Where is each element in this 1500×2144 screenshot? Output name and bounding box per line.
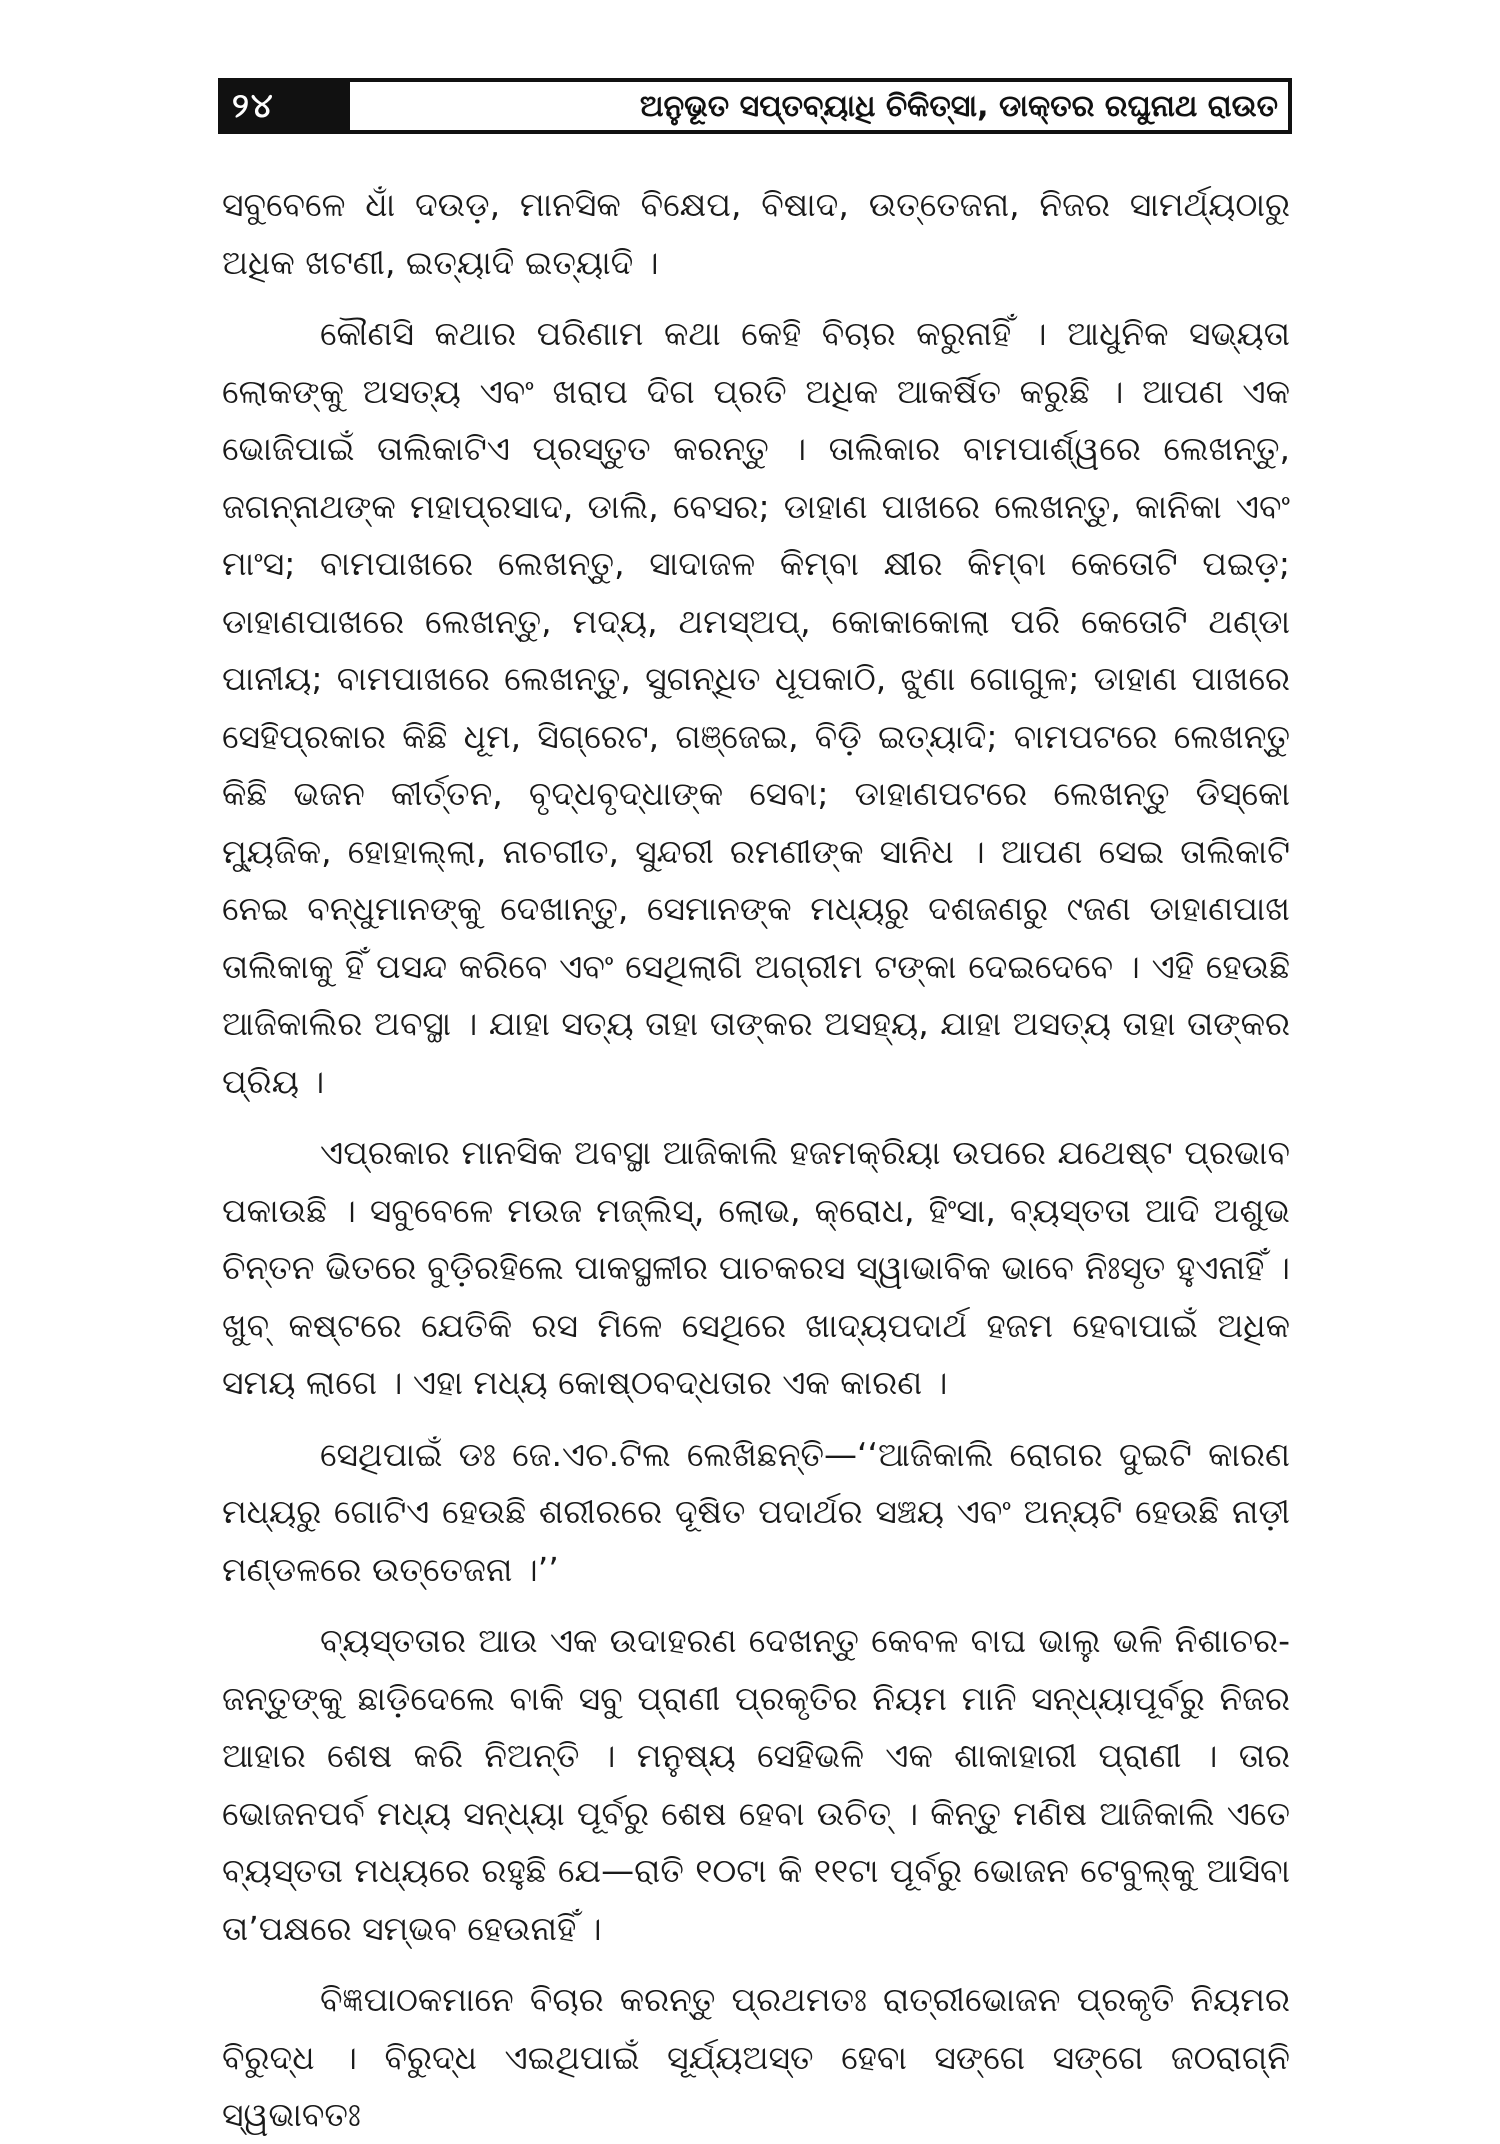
header-title-area xyxy=(350,82,1288,130)
paragraph-6: ବିଜ୍ଞପାଠକମାନେ ବିଚାର କରନ୍ତୁ ପ୍ରଥମତଃ ରାତ୍ରୀଭୋଜନ ପ୍ରକୃତି ନିୟମର ବିରୁଦ୍ଧ । ବିରୁଦ୍ଧ ଏଇଥିପାଇଁ ସୂର୍ଯ୍ୟଅସ୍ତ ହେବା ସଙ୍ଗେ ସଙ୍ଗେ ଜଠରାଗ୍ନି ସ୍ୱଭାବତଃ xyxy=(222,1980,1290,2134)
body-text xyxy=(222,176,1290,2134)
running-title: ଅନୁଭୂତ ସପ୍ତବ୍ୟାଧି ଚିକିତ୍ସା, ଡାକ୍ତର ରଘୁନାଥ ରାଉତ xyxy=(639,88,1278,124)
paragraph-3: ଏପ୍ରକାର ମାନସିକ ଅବସ୍ଥା ଆଜିକାଲି ହଜମକ୍ରିୟା ଉପରେ ଯଥେଷ୍ଟ ପ୍ରଭାବ ପକାଉଛି । ସବୁବେଳେ ମଉଜ ମଜ୍ଲିସ୍, ଲୋଭ, କ୍ରୋଧ, ହିଂସା, ବ୍ୟସ୍ତତା ଆଦି ଅଶୁଭ ଚିନ୍ତନ ଭିତରେ ବୁଡ଼ିରହିଲେ ପାକସ୍ଥଳୀର ପାଚକରସ ସ୍ୱାଭାବିକ ଭାବେ ନିଃସୃତ ହୁଏନାହିଁ । ଖୁବ୍ କଷ୍ଟରେ ଯେତିକି ରସ ମିଳେ ସେଥିରେ ଖାଦ୍ୟପଦାର୍ଥ ହଜମ ହେବାପାଇଁ ଅଧିକ ସମୟ ଲାଗେ । ଏହା ମଧ୍ୟ କୋଷ୍ଠବଦ୍ଧତାର ଏକ କାରଣ । xyxy=(222,1133,1290,1402)
page-number: ୨୪ xyxy=(222,82,350,130)
paragraph-2: କୌଣସି କଥାର ପରିଣାମ କଥା କେହି ବିଚାର କରୁନାହିଁ । ଆଧୁନିକ ସଭ୍ୟତା ଲୋକଙ୍କୁ ଅସତ୍ୟ ଏବଂ ଖରାପ ଦିଗ ପ୍ରତି ଅଧିକ ଆକର୍ଷିତ କରୁଛି । ଆପଣ ଏକ ଭୋଜିପାଇଁ ତାଲିକାଟିଏ ପ୍ରସ୍ତୁତ କରନ୍ତୁ । ତାଲିକାର ବାମପାର୍ଶ୍ୱରେ ଲେଖନ୍ତୁ, ଜଗନ୍ନାଥଙ୍କ ମହାପ୍ରସାଦ, ଡାଲି, ବେସର; ଡାହାଣ ପାଖରେ ଲେଖନ୍ତୁ, କାନିକା ଏବଂ ମାଂସ; ବାମପାଖରେ ଲେଖନ୍ତୁ, ସାଦାଜଳ କିମ୍ବା କ୍ଷୀର କିମ୍ବା କେତୋଟି ପଇଡ଼; ଡାହାଣପାଖରେ ଲେଖନ୍ତୁ, ମଦ୍ୟ, ଥମସ୍ଅପ୍, କୋକାକୋଲା ପରି କେତୋଟି ଥଣ୍ଡା ପାନୀୟ; ବାମପାଖରେ ଲେଖନ୍ତୁ, ସୁଗନ୍ଧିତ ଧୂପକାଠି, ଝୁଣା ଗୋଗୁଳ; ଡାହାଣ ପାଖରେ ସେହିପ୍ରକାର କିଛି ଧୂମ, ସିଗ୍ରେଟ, ଗଞ୍ଜେଇ, ବିଡ଼ି ଇତ୍ୟାଦି; ବାମପଟରେ ଲେଖନ୍ତୁ କିଛି ଭଜନ କୀର୍ତ୍ତନ, ବୃଦ୍ଧବୃଦ୍ଧାଙ୍କ ସେବା; ଡାହାଣପଟରେ ଲେଖନ୍ତୁ ଡିସ୍କୋ ମ୍ୟୁଜିକ, ହୋହାଲ୍ଲା, ନାଚଗୀତ, ସୁନ୍ଦରୀ ରମଣୀଙ୍କ ସାନିଧ । ଆପଣ ସେଇ ତାଲିକାଟି ନେଇ ବନ୍ଧୁମାନଙ୍କୁ ଦେଖାନ୍ତୁ, ସେମାନଙ୍କ ମଧ୍ୟରୁ ଦଶଜଣରୁ ୯ଜଣ ଡାହାଣପାଖ ତାଲିକାକୁ ହିଁ ପସନ୍ଦ କରିବେ ଏବଂ ସେଥିଲାଗି ଅଗ୍ରୀମ ଟଙ୍କା ଦେଇଦେବେ । ଏହି ହେଉଛି ଆଜିକାଲିର ଅବସ୍ଥା । ଯାହା ସତ୍ୟ ତାହା ତାଙ୍କର ଅସହ୍ୟ, ଯାହା ଅସତ୍ୟ ତାହା ତାଙ୍କର ପ୍ରିୟ । xyxy=(222,314,1290,1101)
paragraph-5: ବ୍ୟସ୍ତତାର ଆଉ ଏକ ଉଦାହରଣ ଦେଖନ୍ତୁ କେବଳ ବାଘ ଭାଲୁ ଭଳି ନିଶାଚର-ଜନ୍ତୁଙ୍କୁ ଛାଡ଼ିଦେଲେ ବାକି ସବୁ ପ୍ରାଣୀ ପ୍ରକୃତିର ନିୟମ ମାନି ସନ୍ଧ୍ୟାପୂର୍ବରୁ ନିଜର ଆହାର ଶେଷ କରି ନିଅନ୍ତି । ମନୁଷ୍ୟ ସେହିଭଳି ଏକ ଶାକାହାରୀ ପ୍ରାଣୀ । ତାର ଭୋଜନପର୍ବ ମଧ୍ୟ ସନ୍ଧ୍ୟା ପୂର୍ବରୁ ଶେଷ ହେବା ଉଚିତ୍ । କିନ୍ତୁ ମଣିଷ ଆଜିକାଲି ଏତେ ବ୍ୟସ୍ତତା ମଧ୍ୟରେ ରହୁଛି ଯେ—ରାତି ୧୦ଟା କି ୧୧ଟା ପୂର୍ବରୁ ଭୋଜନ ଟେବୁଲ୍କୁ ଆସିବା ତା’ପକ୍ଷରେ ସମ୍ଭବ ହେଉନାହିଁ । xyxy=(222,1621,1290,1948)
paragraph-1: ସବୁବେଳେ ଧାଁ ଦଉଡ଼, ମାନସିକ ବିକ୍ଷେପ, ବିଷାଦ, ଉତ୍ତେଜନା, ନିଜର ସାମର୍ଥ୍ୟଠାରୁ ଅଧିକ ଖଟଣୀ, ଇତ୍ୟାଦି ଇତ୍ୟାଦି । xyxy=(222,185,1290,282)
paragraph-4: ସେଥିପାଇଁ ଡଃ ଜେ.ଏଚ.ଟିଲ ଲେଖିଛନ୍ତି—‘‘ଆଜିକାଲି ରୋଗର ଦୁଇଟି କାରଣ ମଧ୍ୟରୁ ଗୋଟିଏ ହେଉଛି ଶରୀରରେ ଦୂଷିତ ପଦାର୍ଥର ସଞ୍ଚୟ ଏବଂ ଅନ୍ୟଟି ହେଉଛି ନାଡ଼ୀ ମଣ୍ଡଳରେ ଉତ୍ତେଜନା ।’’ xyxy=(222,1434,1290,1589)
running-header xyxy=(218,78,1292,134)
